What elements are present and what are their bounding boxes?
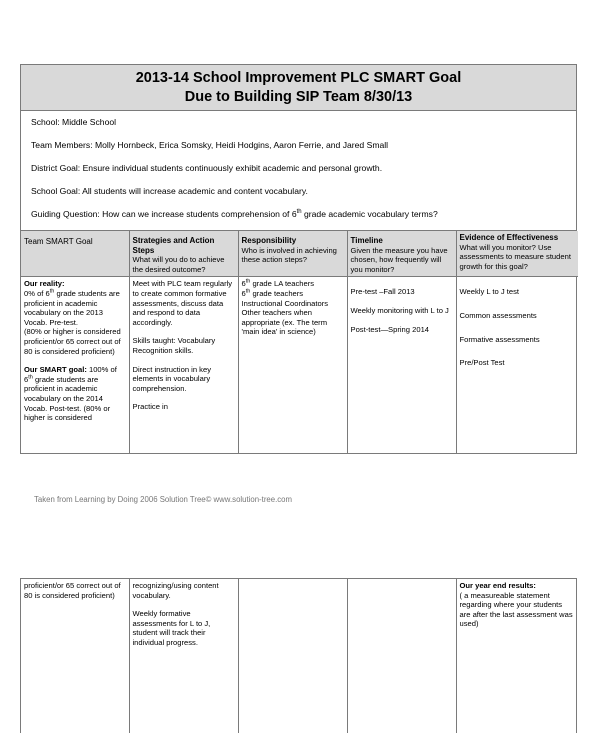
school-goal-line: School Goal: All students will increase academic and content vocabulary. — [31, 186, 308, 196]
guiding-question-line: Guiding Question: How can we increase students comprehension of 6th grade academic vocabulary terms? — [31, 209, 438, 219]
smart-goal-table — [21, 231, 578, 453]
title-line-2: Due to Building SIP Team 8/30/13 — [184, 89, 413, 105]
cell-responsibility: 6th grade LA teachers 6th grade teachers Instructional Coordinators Other teachers when appropriate (ex. The term 'main idea' in science) — [238, 277, 347, 454]
cell-strategies-continued: recognizing/using content vocabulary. Weekly formative assessments for L to J, student will track their individual progress. — [129, 579, 238, 733]
header-timeline: Timeline Given the measure you have chosen, how frequently will you monitor? — [347, 231, 456, 277]
smart-goal-table-continued — [21, 579, 578, 733]
page-two-table-section — [20, 578, 577, 733]
cell-timeline-continued — [347, 579, 456, 733]
cell-evidence: Weekly L to J test Common assessments Formative assessments Pre/Post Test — [456, 277, 578, 454]
header-strategies: Strategies and Action Steps What will you do to achieve the desired outcome? — [129, 231, 238, 277]
cell-smart-goal: Our reality: 0% of 6th grade students are proficient in academic vocabulary on the 2013 Vocab. Pre-test. (80% or higher is considered proficient/or 65 correct out of 80 is considered proficient) Our SMART goal: 100% of 6th grade students are proficient in academic vocabulary on the 2014 Vocab. Post-test. (80% or higher is considered — [21, 277, 129, 454]
table-row — [21, 579, 578, 733]
cell-smart-goal-continued: proficient/or 65 correct out of 80 is considered proficient) — [21, 579, 129, 733]
cell-results: Our year end results: ( a measureable statement regarding where your students are after the last assessment was used) — [456, 579, 578, 733]
district-goal-line: District Goal: Ensure individual students continuously exhibit academic and personal growth. — [31, 163, 383, 173]
cell-strategies: Meet with PLC team regularly to create common formative assessments, discuss data and respond to data accordingly. Skills taught: Vocabulary Recognition skills. Direct instruction in key elements in vocabulary comprehension. Practice in — [129, 277, 238, 454]
table-row — [21, 277, 578, 454]
header-responsibility: Responsibility Who is involved in achieving these action steps? — [238, 231, 347, 277]
header-team-smart-goal: Team SMART Goal — [21, 231, 129, 277]
team-members-line: Team Members: Molly Hornbeck, Erica Somsky, Heidi Hodgins, Aaron Ferrie, and Jared Small — [31, 140, 389, 150]
cell-responsibility-continued — [238, 579, 347, 733]
table-header-row — [21, 231, 578, 277]
cell-timeline: Pre-test –Fall 2013 Weekly monitoring with L to J Post-test—Spring 2014 — [347, 277, 456, 454]
goal-info-section — [21, 111, 576, 231]
document-title — [21, 65, 576, 111]
header-evidence: Evidence of Effectiveness What will you monitor? Use assessments to measure student growth for this goal? — [456, 231, 578, 277]
school-line: School: Middle School — [31, 117, 117, 127]
title-line-1: 2013-14 School Improvement PLC SMART Goal — [135, 70, 462, 86]
source-footnote: Taken from Learning by Doing 2006 Solution Tree© www.solution-tree.com — [34, 495, 292, 504]
smart-goal-document — [20, 64, 577, 454]
